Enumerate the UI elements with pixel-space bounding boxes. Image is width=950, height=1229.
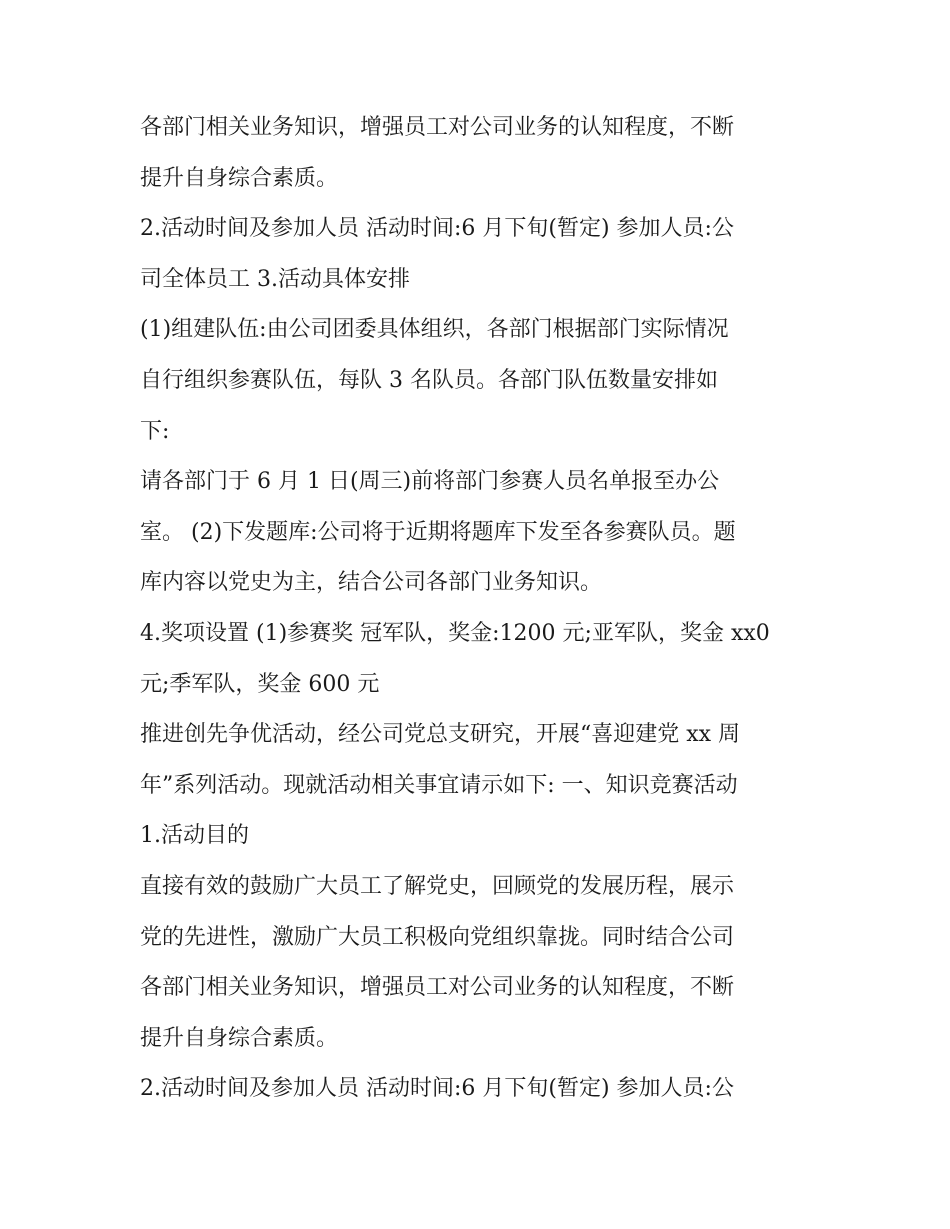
text-line: 党的先进性，激励广大员工积极向党组织靠拢。同时结合公司 [140, 924, 735, 950]
text-line: 推进创先争优活动，经公司党总支研究，开展“喜迎建党 xx 周 [140, 722, 741, 748]
document-body [140, 103, 820, 1115]
text-line: 司全体员工 3.活动具体安排 [140, 266, 410, 292]
text-line: 1.活动目的 [140, 823, 249, 849]
text-line: 库内容以党史为主，结合公司各部门业务知识。 [140, 570, 603, 596]
text-line: 请各部门于 6 月 1 日(周三)前将部门参赛人员名单报至办公 [140, 469, 720, 495]
text-line: 提升自身综合素质。 [140, 165, 339, 191]
text-line: (1)组建队伍:由公司团委具体组织，各部门根据部门实际情况 [140, 317, 729, 343]
text-line: 年”系列活动。现就活动相关事宜请示如下: 一、知识竞赛活动 [140, 772, 738, 798]
text-line: 自行组织参赛队伍，每队 3 名队员。各部门队伍数量安排如 [140, 367, 718, 393]
text-line: 直接有效的鼓励广大员工了解党史，回顾党的发展历程，展示 [140, 873, 735, 899]
text-line: 各部门相关业务知识，增强员工对公司业务的认知程度，不断 [140, 115, 735, 140]
text-line: 下: [140, 418, 170, 444]
text-line: 2.活动时间及参加人员 活动时间:6 月下旬(暂定) 参加人员:公 [140, 1076, 734, 1102]
text-line: 室。 (2)下发题库:公司将于近期将题库下发至各参赛队员。题 [140, 519, 736, 545]
text-line: 提升自身综合素质。 [140, 1025, 339, 1051]
text-line: 2.活动时间及参加人员 活动时间:6 月下旬(暂定) 参加人员:公 [140, 216, 734, 242]
text-line: 各部门相关业务知识，增强员工对公司业务的认知程度，不断 [140, 975, 735, 1001]
text-line: 元;季军队，奖金 600 元 [140, 671, 380, 697]
text-line: 4.奖项设置 (1)参赛奖 冠军队，奖金:1200 元;亚军队，奖金 xx0 [140, 620, 770, 646]
